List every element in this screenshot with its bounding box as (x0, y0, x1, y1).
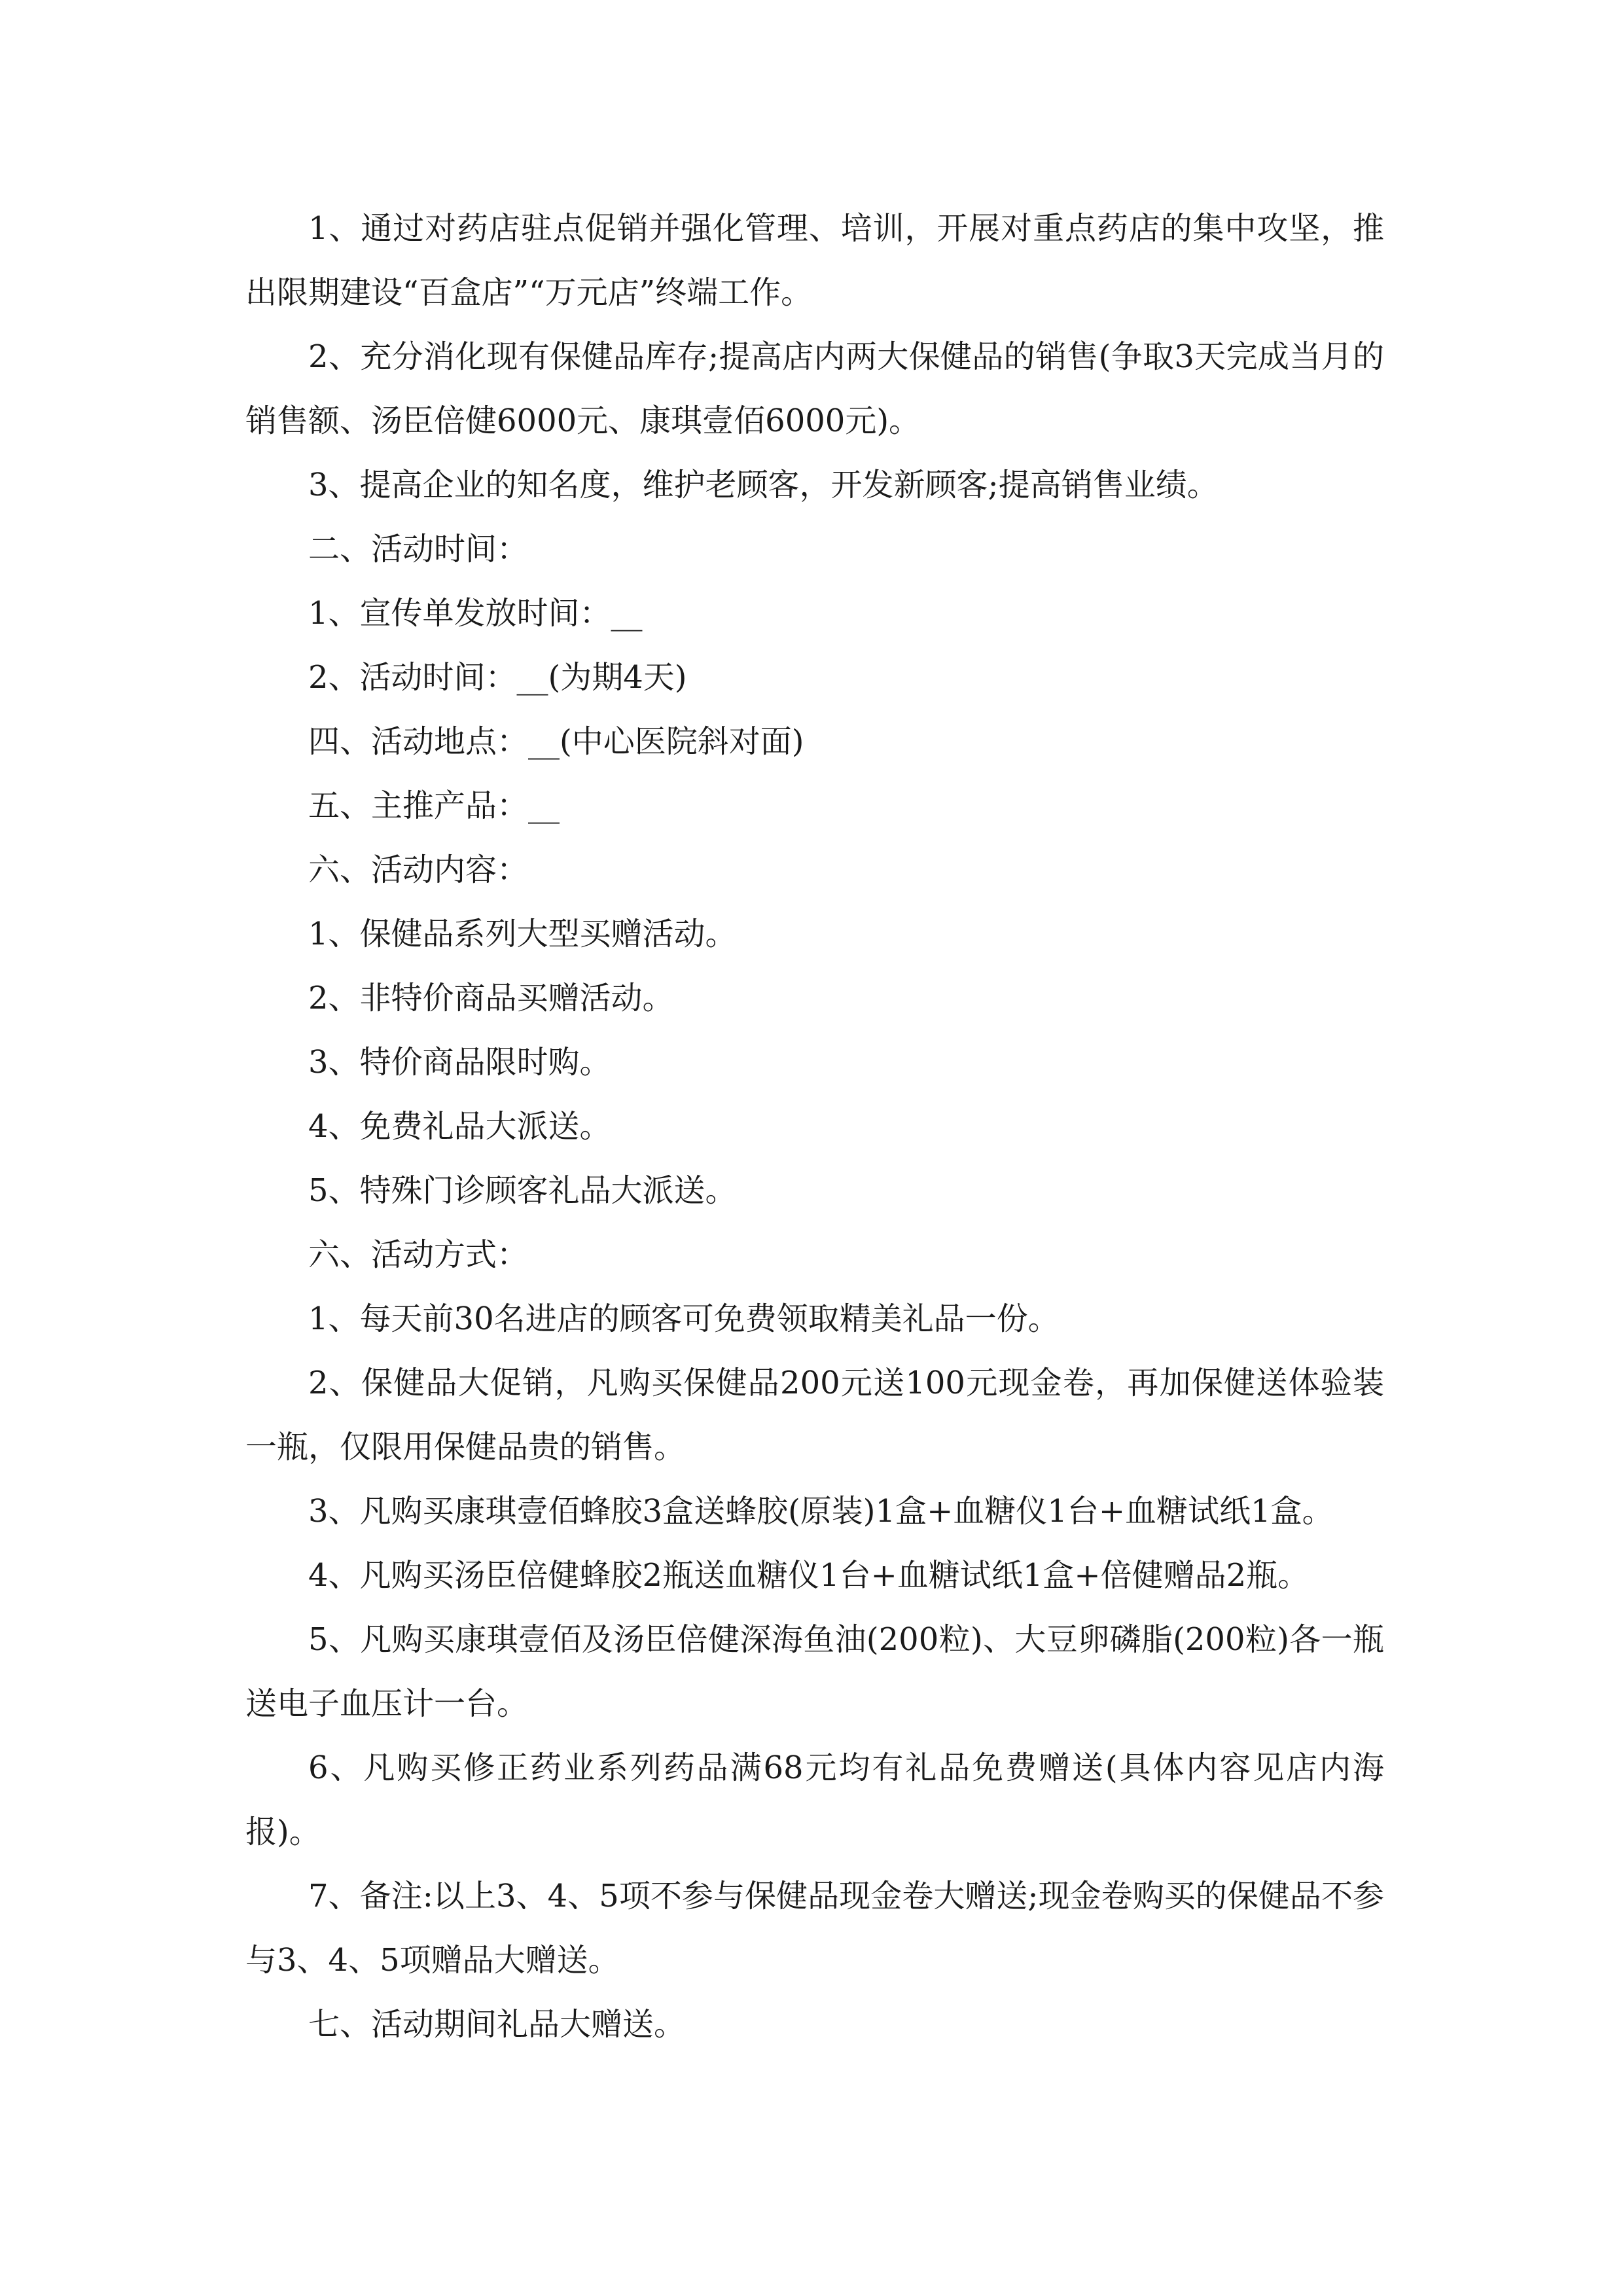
paragraph-activity-time: 2、活动时间：__(为期4天) (308, 659, 687, 696)
document-body (245, 196, 1384, 2056)
paragraph-method-2: 2、保健品大促销，凡购买保健品200元送100元现金卷，再加保健送体验装一瓶，仅限用保健品贵的销售。 (245, 1365, 1384, 1465)
paragraph-content-3: 3、特价商品限时购。 (308, 1044, 611, 1081)
paragraph-method-4: 4、凡购买汤臣倍健蜂胶2瓶送血糖仪1台+血糖试纸1盒+倍健赠品2瓶。 (308, 1557, 1310, 1594)
paragraph-method-7-note: 7、备注:以上3、4、5项不参与保健品现金卷大赠送;现金卷购买的保健品不参与3、4、5项赠品大赠送。 (245, 1878, 1384, 1979)
paragraph-content-2: 2、非特价商品买赠活动。 (308, 980, 674, 1016)
paragraph-method-5: 5、凡购买康琪壹佰及汤臣倍健深海鱼油(200粒)、大豆卵磷脂(200粒)各一瓶送电子血压计一台。 (245, 1621, 1384, 1722)
heading-activity-time: 二、活动时间： (308, 531, 529, 567)
paragraph-content-1: 1、保健品系列大型买赠活动。 (308, 916, 737, 952)
heading-activity-location: 四、活动地点：__(中心医院斜对面) (308, 723, 804, 760)
heading-activity-content: 六、活动内容： (308, 852, 529, 888)
paragraph-method-3: 3、凡购买康琪壹佰蜂胶3盒送蜂胶(原装)1盒+血糖仪1台+血糖试纸1盒。 (308, 1493, 1334, 1530)
paragraph-flyer-time: 1、宣传单发放时间：__ (308, 595, 643, 632)
paragraph-content-4: 4、免费礼品大派送。 (308, 1108, 611, 1145)
paragraph-method-1: 1、每天前30名进店的顾客可免费领取精美礼品一份。 (308, 1300, 1060, 1337)
paragraph-method-6: 6、凡购买修正药业系列药品满68元均有礼品免费赠送(具体内容见店内海报)。 (245, 1749, 1384, 1850)
heading-activity-method: 六、活动方式： (308, 1236, 529, 1273)
paragraph-goal-1: 1、通过对药店驻点促销并强化管理、培训，开展对重点药店的集中攻坚，推出限期建设“百盒店”“万元店”终端工作。 (245, 210, 1384, 311)
heading-main-products: 五、主推产品：__ (308, 787, 560, 824)
heading-gift-giveaway: 七、活动期间礼品大赠送。 (308, 2006, 686, 2043)
paragraph-goal-3: 3、提高企业的知名度，维护老顾客，开发新顾客;提高销售业绩。 (308, 467, 1219, 503)
paragraph-goal-2: 2、充分消化现有保健品库存;提高店内两大保健品的销售(争取3天完成当月的销售额、汤臣倍健6000元、康琪壹佰6000元)。 (245, 338, 1384, 439)
paragraph-content-5: 5、特殊门诊顾客礼品大派送。 (308, 1172, 737, 1209)
